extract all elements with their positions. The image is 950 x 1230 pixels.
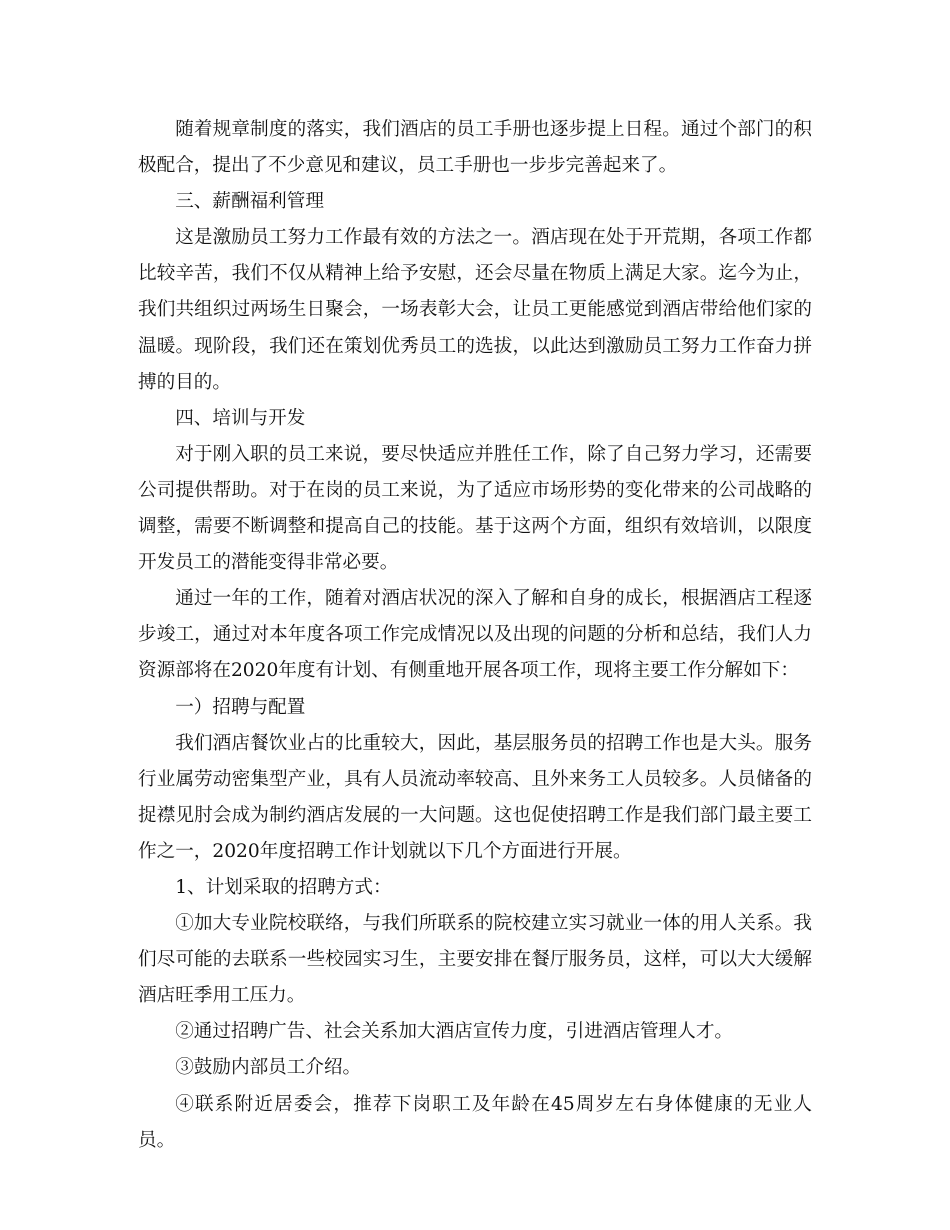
list-item-method-4: ④联系附近居委会，推荐下岗职工及年龄在45周岁左右身体健康的无业人员。 bbox=[138, 1093, 812, 1151]
list-item-method-2: ②通过招聘广告、社会关系加大酒店宣传力度，引进酒店管理人才。 bbox=[175, 1021, 734, 1043]
paragraph-compensation: 这是激励员工努力工作最有效的方法之一。酒店现在处于开荒期，各项工作都比较辛苦，我们不仅从精神上给予安慰，还会尽量在物质上满足大家。迄今为止，我们共组织过两场生日聚会，一场表彰大会，让员工更能感觉到酒店带给他们家的温暖。现阶段，我们还在策划优秀员工的选拔，以此达到激励员工努力工作奋力拼搏的目的。 bbox=[138, 227, 812, 393]
paragraph-handbook: 随着规章制度的落实，我们酒店的员工手册也逐步提上日程。通过个部门的积极配合，提出了不少意见和建议，员工手册也一步步完善起来了。 bbox=[138, 119, 812, 177]
list-item-method-3: ③鼓励内部员工介绍。 bbox=[175, 1057, 362, 1079]
paragraph-annual-plan: 通过一年的工作，随着对酒店状况的深入了解和自身的成长，根据酒店工程逐步竣工，通过对本年度各项工作完成情况以及出现的问题的分析和总结，我们人力资源部将在2020年度有计划、有侧重地开展各项工作，现将主要工作分解如下： bbox=[138, 588, 812, 682]
heading-training: 四、培训与开发 bbox=[175, 407, 306, 429]
paragraph-recruitment: 我们酒店餐饮业占的比重较大，因此，基层服务员的招聘工作也是大头。服务行业属劳动密集型产业，具有人员流动率较高、且外来务工人员较多。人员储备的捉襟见肘会成为制约酒店发展的一大问题。这也促使招聘工作是我们部门最主要工作之一，2020年度招聘工作计划就以下几个方面进行开展。 bbox=[138, 732, 812, 862]
paragraph-training: 对于刚入职的员工来说，要尽快适应并胜任工作，除了自己努力学习，还需要公司提供帮助。对于在岗的员工来说，为了适应市场形势的变化带来的公司战略的调整，需要不断调整和提高自己的技能。基于这两个方面，组织有效培训，以限度开发员工的潜能变得非常必要。 bbox=[138, 443, 812, 574]
heading-recruitment: 一）招聘与配置 bbox=[175, 696, 306, 718]
document-body bbox=[138, 112, 812, 1159]
heading-recruitment-methods: 1、计划采取的招聘方式： bbox=[175, 876, 392, 898]
heading-compensation: 三、薪酬福利管理 bbox=[175, 191, 324, 213]
list-item-method-1: ①加大专业院校联络，与我们所联系的院校建立实习就业一体的用人关系。我们尽可能的去联系一些校园实习生，主要安排在餐厅服务员，这样，可以大大缓解酒店旺季用工压力。 bbox=[138, 913, 812, 1007]
